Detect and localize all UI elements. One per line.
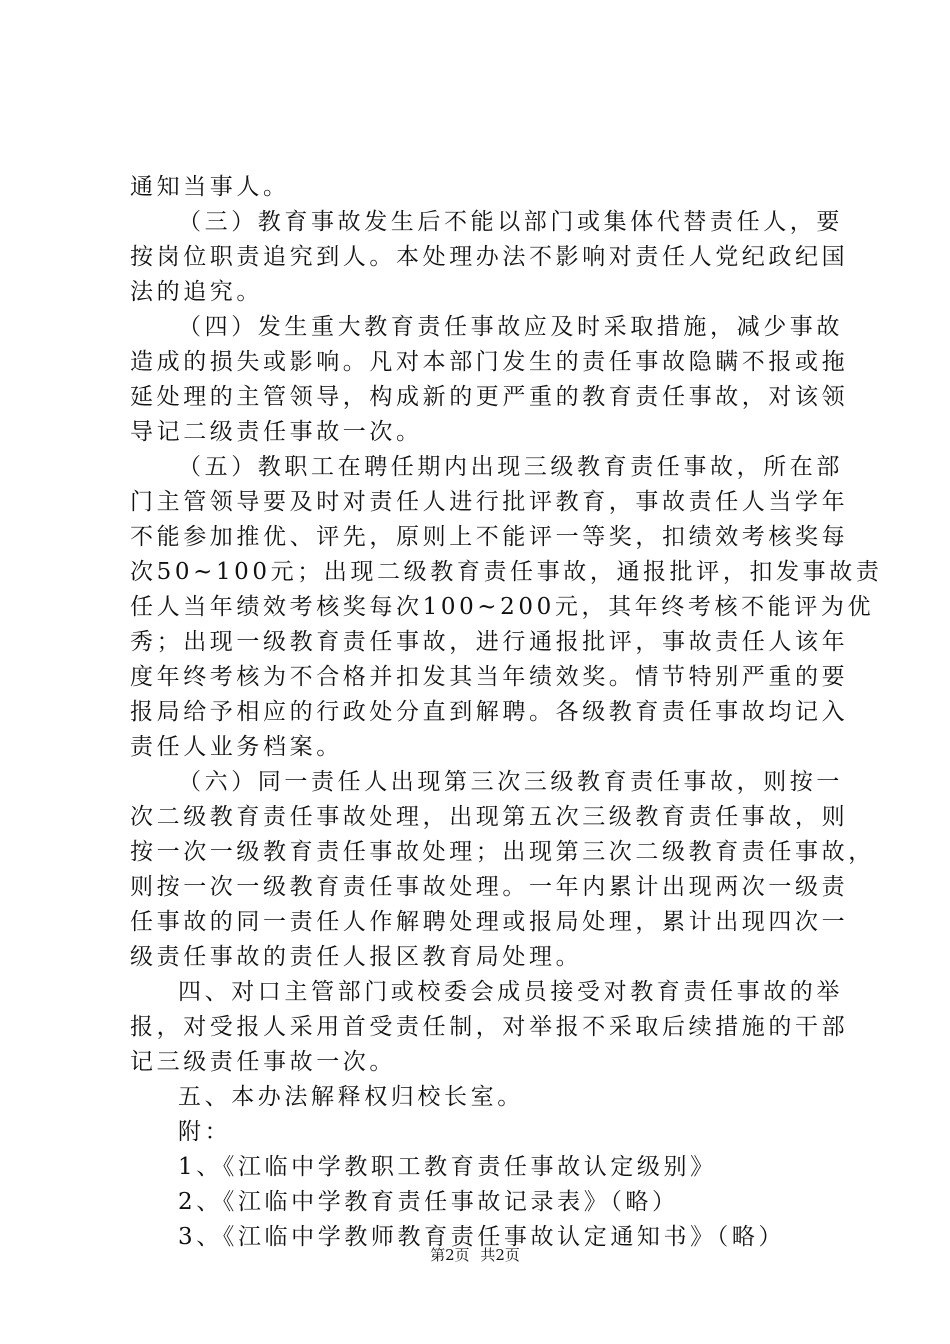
text-line: 法的追究。 bbox=[130, 279, 263, 305]
text-line: 责任人业务档案。 bbox=[130, 734, 343, 760]
text-line: 次二级教育责任事故处理，出现第五次三级教育责任事故，则 bbox=[130, 804, 849, 830]
text-line: 次50~100元；出现二级教育责任事故，通报批评，扣发事故责 bbox=[130, 559, 883, 585]
text-line: 则按一次一级教育责任事故处理。一年内累计出现两次一级责 bbox=[130, 874, 849, 900]
text-line: 度年终考核为不合格并扣发其当年绩效奖。情节特别严重的要 bbox=[130, 664, 849, 690]
text-line: 2、《江临中学教育责任事故记录表》（略） bbox=[178, 1189, 679, 1215]
text-line: 按一次一级教育责任事故处理；出现第三次二级教育责任事故， bbox=[130, 839, 875, 865]
text-line: 记三级责任事故一次。 bbox=[130, 1049, 396, 1075]
text-line: 报，对受报人采用首受责任制，对举报不采取后续措施的干部 bbox=[130, 1014, 849, 1040]
page-number: 第2页 bbox=[430, 1246, 470, 1264]
text-line: 3、《江临中学教师教育责任事故认定通知书》（略） bbox=[178, 1224, 786, 1250]
text-line: 报局给予相应的行政处分直到解聘。各级教育责任事故均记入 bbox=[130, 699, 849, 725]
text-line: 造成的损失或影响。凡对本部门发生的责任事故隐瞒不报或拖 bbox=[130, 349, 849, 375]
text-line: 级责任事故的责任人报区教育局处理。 bbox=[130, 944, 583, 970]
text-line: （三）教育事故发生后不能以部门或集体代替责任人，要 bbox=[178, 209, 843, 235]
text-line: 1、《江临中学教职工教育责任事故认定级别》 bbox=[178, 1154, 717, 1180]
text-line: （五）教职工在聘任期内出现三级教育责任事故，所在部 bbox=[178, 454, 843, 480]
text-line: （四）发生重大教育责任事故应及时采取措施，减少事故 bbox=[178, 314, 843, 340]
text-line: 导记二级责任事故一次。 bbox=[130, 419, 423, 445]
text-line: 通知当事人。 bbox=[130, 174, 290, 200]
text-line: 任事故的同一责任人作解聘处理或报局处理，累计出现四次一 bbox=[130, 909, 849, 935]
text-line: 附： bbox=[178, 1119, 232, 1145]
page-footer bbox=[0, 1245, 950, 1265]
text-line: 不能参加推优、评先，原则上不能评一等奖，扣绩效考核奖每 bbox=[130, 524, 849, 550]
text-line: 按岗位职责追究到人。本处理办法不影响对责任人党纪政纪国 bbox=[130, 244, 849, 270]
text-line: 任人当年绩效考核奖每次100~200元，其年终考核不能评为优 bbox=[130, 594, 875, 620]
text-line: （六）同一责任人出现第三次三级教育责任事故，则按一 bbox=[178, 769, 843, 795]
text-line: 门主管领导要及时对责任人进行批评教育，事故责任人当学年 bbox=[130, 489, 849, 515]
text-line: 五、本办法解释权归校长室。 bbox=[178, 1084, 524, 1110]
text-line: 秀；出现一级教育责任事故，进行通报批评，事故责任人该年 bbox=[130, 629, 849, 655]
text-line: 延处理的主管领导，构成新的更严重的教育责任事故，对该领 bbox=[130, 384, 849, 410]
text-line: 四、对口主管部门或校委会成员接受对教育责任事故的举 bbox=[178, 979, 843, 1005]
page-total: 共2页 bbox=[480, 1246, 520, 1264]
